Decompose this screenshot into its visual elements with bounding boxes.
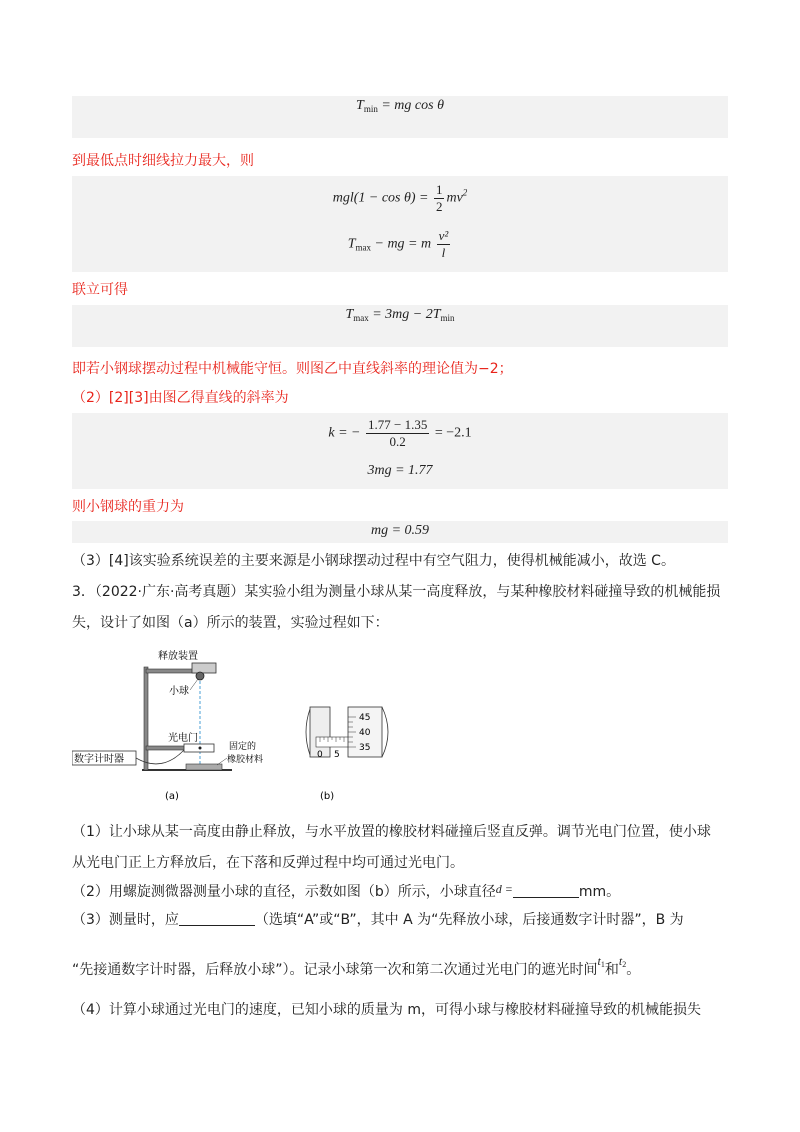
- question-3-line-1: 3．（2022·广东·高考真题）某实验小组为测量小球从某一高度释放，与某种橡胶材料碰撞导致的机械能损: [72, 584, 721, 600]
- question-3-part-4: （4）计算小球通过光电门的速度，已知小球的质量为 m，可得小球与橡胶材料碰撞导致的机械能损失: [72, 1002, 701, 1018]
- stand-pole: [144, 667, 148, 770]
- red-line-3: 即若小钢球摆动过程中机械能守恒。则图乙中直线斜率的理论值为−2；: [72, 361, 513, 377]
- q3-t1-sub: 1: [600, 960, 605, 969]
- equation-mg: mg = 0.59: [370, 523, 430, 538]
- eq3-lhs: T: [347, 236, 356, 252]
- figure-svg: [72, 645, 402, 805]
- equation-slope: [72, 417, 728, 450]
- equation-box-2: [72, 176, 728, 272]
- eq5-den: 0.2: [389, 434, 406, 449]
- eq2-den: 2: [435, 199, 443, 214]
- answer-blank-diameter[interactable]: [513, 883, 579, 898]
- q3-text-a: （3）测量时，应: [72, 912, 179, 928]
- equation-box-4: [72, 413, 728, 489]
- red-line-2: 联立可得: [72, 282, 128, 298]
- gate-dot: [199, 747, 202, 750]
- release-device: [192, 663, 216, 673]
- eq4-mid: = 3mg − 2T: [372, 307, 441, 322]
- scale-40: 40: [359, 728, 371, 738]
- q3-t1-letter: t: [597, 954, 601, 968]
- eq2-lhs: mgl(1 − cos θ) =: [332, 190, 429, 206]
- equation-tmin: [72, 98, 728, 114]
- q3-t2: [619, 954, 626, 968]
- label-release: 释放装置: [158, 651, 198, 662]
- equation-energy: [72, 182, 728, 215]
- eq5-frac: [366, 417, 429, 450]
- q3-t2-letter: t: [618, 954, 623, 968]
- equation-combined: [72, 307, 728, 323]
- caption-b: (b): [320, 791, 335, 802]
- answer-blank-choice[interactable]: [179, 911, 255, 926]
- gate-arm: [146, 746, 186, 750]
- thimble-end: [382, 707, 388, 757]
- q2-text: （2）用螺旋测微器测量小球的直径，示数如图（b）所示，小球直径: [72, 884, 496, 900]
- q2-unit: mm。: [578, 884, 621, 900]
- question-3-line-2: 失，设计了如图（a）所示的装置，实验过程如下：: [72, 615, 389, 631]
- eq3-frac: [437, 228, 451, 261]
- q3-and: 和: [604, 962, 619, 978]
- q3-t2-sub: 2: [622, 960, 627, 969]
- eq3-sub: max: [355, 242, 371, 253]
- main-scale: [316, 737, 350, 747]
- question-3-part-1-line-1: （1）让小球从某一高度由静止释放，与水平放置的橡胶材料碰撞后竖直反弹。调节光电门位置，使小球: [72, 824, 711, 840]
- equation-box-3: [72, 305, 728, 347]
- label-fixed-2: 橡胶材料: [227, 755, 264, 765]
- red-line-1: 到最低点时细线拉力最大，则: [72, 153, 254, 169]
- eq1-sub: min: [363, 104, 378, 114]
- eq2-rhs: mv: [446, 190, 463, 206]
- label-fixed-1: 固定的: [229, 742, 257, 752]
- q3-t1: [598, 954, 605, 968]
- scale-45: 45: [359, 713, 371, 723]
- red-line-4: （2）[2][3]由图乙得直线的斜率为: [72, 390, 289, 406]
- red-line-5: 则小钢球的重力为: [72, 499, 184, 515]
- q3-end: 。: [626, 962, 641, 978]
- q3-text-b: （选填“A”或“B”，其中 A 为“先释放小球，后接通数字计时器”，B 为: [254, 912, 684, 928]
- timer-cable: [136, 750, 184, 764]
- equation-box-5: [72, 521, 728, 543]
- paragraph-3: （3）[4]该实验系统误差的主要来源是小钢球摆动过程中有空气阻力，使得机械能减小，故选 C。: [72, 553, 675, 569]
- question-3-part-1-line-2: 从光电门正上方释放后，在下落和反弹过程中均可通过光电门。: [72, 855, 464, 871]
- eq2-num: 1: [435, 182, 443, 197]
- eq3-den: l: [441, 245, 446, 260]
- eq5-rhs: = −2.1: [434, 425, 472, 441]
- label-timer: 数字计时器: [74, 754, 124, 765]
- micrometer-edge: [306, 709, 310, 755]
- equation-box-1: [72, 96, 728, 138]
- eq4-sub2: min: [440, 313, 455, 323]
- eq4-sub1: max: [353, 313, 369, 323]
- label-ball: 小球: [169, 686, 189, 697]
- leader-ball: [190, 679, 198, 690]
- caption-a: (a): [165, 791, 179, 802]
- eq2-sup: 2: [462, 187, 468, 198]
- eq3-mid: − mg = m: [374, 236, 432, 252]
- equation-tmax: [72, 228, 728, 261]
- eq3-num: v²: [438, 228, 449, 243]
- eq1-rhs: = mg cos θ: [381, 98, 444, 113]
- q3-text-c: “先接通数字计时器，后释放小球”）。记录小球第一次和第二次通过光电门的遮光时间: [72, 962, 598, 978]
- scale-35: 35: [359, 743, 371, 753]
- question-3-part-3-line-2: [72, 954, 732, 984]
- ball-icon: [196, 672, 204, 680]
- eq5-lhs: k = −: [328, 425, 361, 441]
- rubber-material: [186, 764, 222, 770]
- label-gate: 光电门: [168, 733, 198, 744]
- q2-d: d =: [495, 882, 513, 896]
- equation-3mg: 3mg = 1.77: [367, 463, 433, 478]
- eq5-num: 1.77 − 1.35: [367, 417, 428, 432]
- eq1-lhs: T: [356, 98, 364, 113]
- main-0: 0: [317, 750, 323, 760]
- apparatus-figure: [72, 645, 402, 809]
- eq4-lhs: T: [345, 307, 354, 322]
- main-5: 5: [334, 750, 340, 760]
- eq2-frac: [434, 182, 445, 215]
- question-3-part-3-line-1: [72, 910, 732, 930]
- question-3-part-2: [72, 879, 732, 902]
